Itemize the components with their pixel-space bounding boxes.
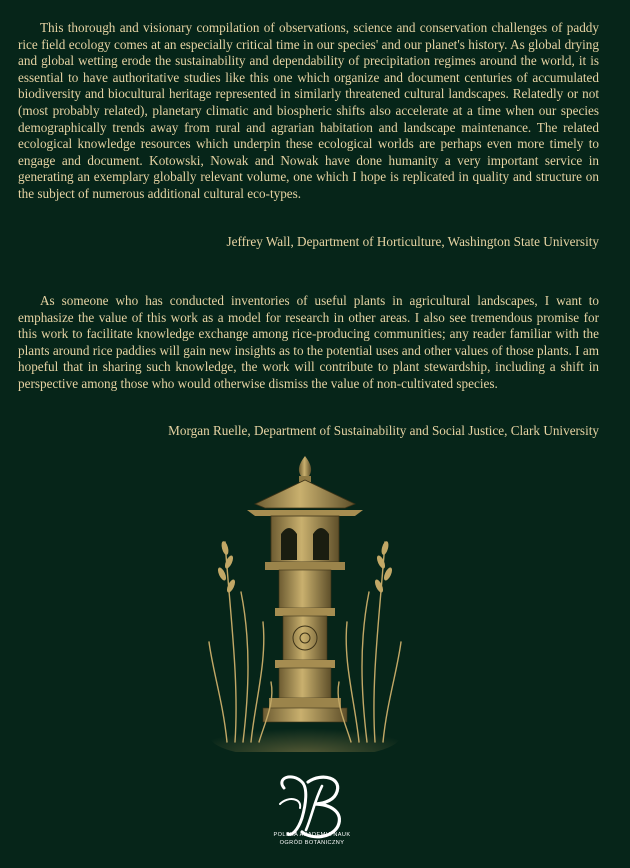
testimonial-attribution: Morgan Ruelle, Department of Sustainability and Social Justice, Clark University xyxy=(168,423,599,438)
publisher-name-line1: POLSKA AKADEMIA NAUK xyxy=(273,832,351,838)
testimonial-wall xyxy=(18,20,599,203)
stone-shrine-illustration xyxy=(205,452,405,752)
publisher-name-line2: OGRÓD BOTANICZNY xyxy=(279,840,345,846)
testimonial-text: This thorough and visionary compilation of observations, science and conservation challenges of paddy rice field ecology comes at an especially critical time in our species' and our planet's history. As global drying and global wetting erode the sustainability and dependability of precipitation regimes around the world, it is essential to have authoritative studies like this one which organize and document centuries of accumulated biodiversity and biocultural heritage represented in similarly threatened cultural landscapes. Relatedly or not (most probably related), planetary climatic and biospheric shifts also accelerate at a time when our species demographically trends away from rural and agrarian habitation and landscape maintenance. The related ecological knowledge resources which underpin these ecological worlds are perhaps even more timely to engage and document. Kotowski, Nowak and Nowak have done humanity a very important service in generating an exemplary globally relevant volume, one which I hope is replicated in quality and structure on the subject of numerous additional cultural eco-types. xyxy=(18,20,599,201)
testimonial-attribution: Jeffrey Wall, Department of Horticulture, Washington State University xyxy=(226,234,599,249)
testimonial-ruelle xyxy=(18,293,599,393)
testimonial-text: As someone who has conducted inventories of useful plants in agricultural landscapes, I want to emphasize the value of this work as a model for research in other areas. I also see tremendous promise for this work to facilitate knowledge exchange among rice-producing communities; any reader familiar with the plants around rice paddies will gain new insights as to the potential uses and other values of those plants. I am hopeful that in sharing such knowledge, the work will contribute to plant stewardship, including a shift in perspective among those who would otherwise dismiss the value of non-cultivated species. xyxy=(18,293,599,391)
